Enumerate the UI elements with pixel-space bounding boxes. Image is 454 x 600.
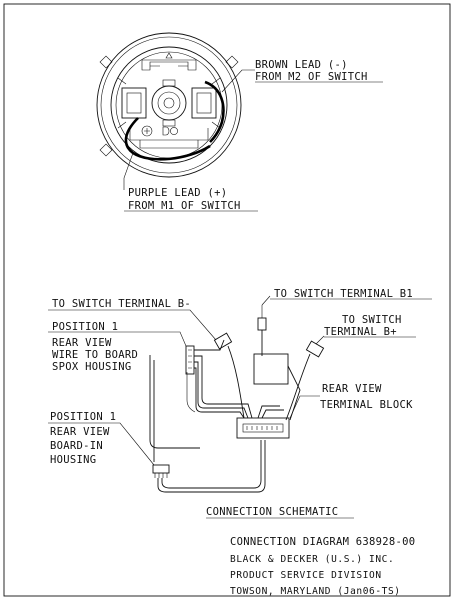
b1-connector <box>254 305 300 420</box>
title-block-diagram-number: CONNECTION DIAGRAM 638928-00 <box>230 536 416 548</box>
label-rear-view-terminal-1: REAR VIEW <box>322 383 382 395</box>
motor-rear-view <box>97 33 255 190</box>
label-to-switch-b-minus: TO SWITCH TERMINAL B- <box>52 298 192 310</box>
purple-lead-label: PURPLE LEAD (+) <box>128 187 228 199</box>
brown-lead-label: BROWN LEAD (-) <box>255 59 348 71</box>
label-position-1-bottom: POSITION 1 <box>50 411 117 423</box>
label-to-switch-b-plus-1: TO SWITCH <box>342 314 402 326</box>
b-plus-connector <box>286 341 324 420</box>
label-wire-board-2: WIRE TO BOARD <box>52 349 139 361</box>
label-rear-view-terminal-2: TERMINAL BLOCK <box>320 399 413 411</box>
title-block-location: TOWSON, MARYLAND (Jan06-TS) <box>230 586 401 597</box>
brown-lead-source: FROM M2 OF SWITCH <box>255 71 368 83</box>
b1-component-box <box>254 354 288 384</box>
terminal-block <box>237 418 289 438</box>
purple-lead <box>126 118 210 159</box>
board-in-housing <box>153 465 169 473</box>
label-wire-board-3: SPOX HOUSING <box>52 361 132 373</box>
b-minus-connector <box>214 333 244 418</box>
title-block-company: BLACK & DECKER (U.S.) INC. <box>230 554 395 565</box>
title-block-division: PRODUCT SERVICE DIVISION <box>230 570 382 581</box>
schematic-title: CONNECTION SCHEMATIC <box>206 506 339 518</box>
label-board-in-3: HOUSING <box>50 454 97 466</box>
label-wire-board-1: REAR VIEW <box>52 337 112 349</box>
label-to-switch-b1: TO SWITCH TERMINAL B1 <box>274 288 414 300</box>
label-board-in-1: REAR VIEW <box>50 426 110 438</box>
label-board-in-2: BOARD-IN <box>50 440 103 452</box>
purple-lead-source: FROM M1 OF SWITCH <box>128 200 241 212</box>
dc-terminal-icon <box>163 127 178 135</box>
plus-terminal-icon <box>142 126 152 136</box>
label-to-switch-b-plus-2: TERMINAL B+ <box>324 326 397 338</box>
label-position-1-top: POSITION 1 <box>52 321 119 333</box>
